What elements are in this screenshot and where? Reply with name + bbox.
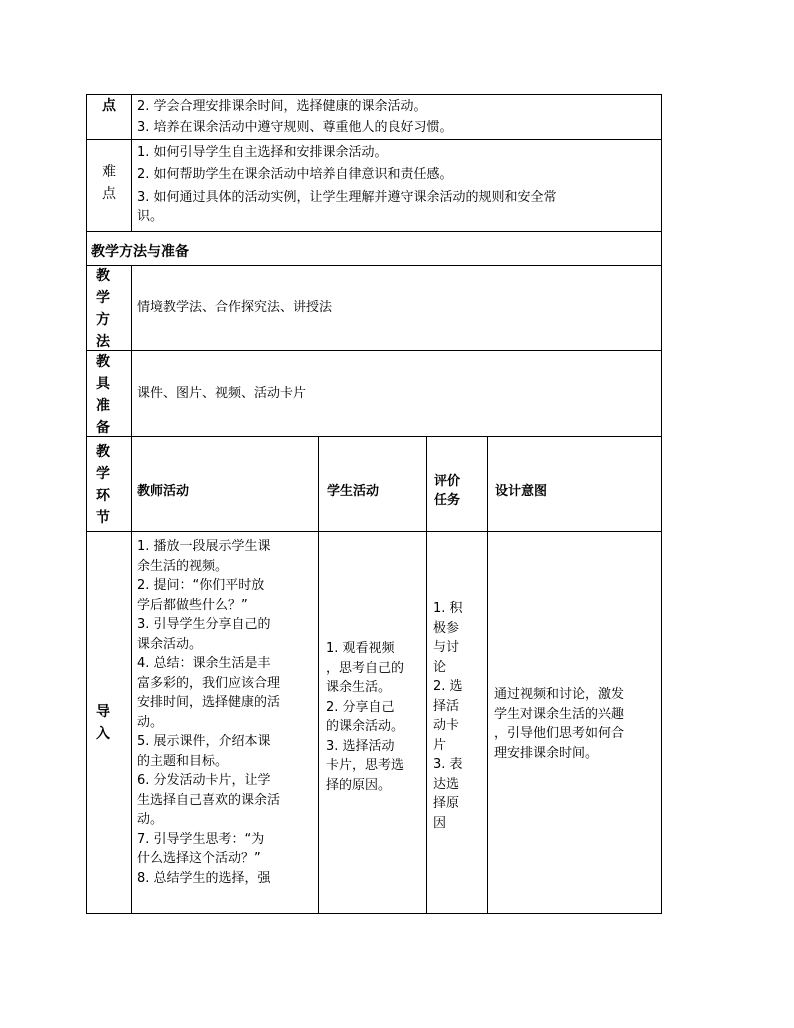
row-divider — [86, 531, 662, 532]
student-activity: 1. 观看视频 ，思考自己的 课余生活。 2. 分享自己 的课余活动。 3. 选择活动 卡片，思考选 择的原因。 — [326, 641, 405, 793]
zhongdian-line-2: 2. 学会合理安排课余时间，选择健康的课余活动。 — [137, 99, 427, 114]
methods-section-title: 教学方法与准备 — [91, 244, 189, 260]
zhongdian-line-3: 3. 培养在课余活动中遵守规则、尊重他人的良好习惯。 — [137, 120, 453, 135]
column-divider — [131, 94, 132, 231]
zhongdian-label: 点 — [102, 98, 116, 114]
row-divider — [86, 139, 662, 140]
column-divider — [426, 436, 427, 914]
column-divider — [131, 265, 132, 914]
column-divider — [318, 436, 319, 914]
row-divider — [86, 231, 662, 232]
header-intent: 设计意图 — [495, 484, 548, 499]
method-text: 情境教学法、合作探究法、讲授法 — [137, 300, 333, 315]
evaluation-task: 1. 积 极参 与讨 论 2. 选 择活 动卡 片 3. 表 达选 择原 因 — [433, 601, 463, 831]
header-evaluation: 评价 任务 — [434, 474, 461, 508]
nandian-line-2: 2. 如何帮助学生在课余活动中培养自律意识和责任感。 — [137, 167, 453, 182]
tools-text: 课件、图片、视频、活动卡片 — [137, 386, 307, 401]
teacher-activity: 1. 播放一段展示学生课 余生活的视频。 2. 提问：“你们平时放 学后都做些什么？” 3. 引导学生分享自己的 课余活动。 4. 总结：课余生活是丰 富多彩的，我们应该合理 安排时间，选择健康的活 动。 5. 展示课件，介绍本课 的主题和目标。 6. 分发活动卡片，让学 生选择自己喜欢的课余活 动。 7. 引导学生思考：“为 什么选择这个活动？” 8. 总结学生的选择，强 — [137, 539, 281, 886]
row-divider — [86, 436, 662, 437]
nandian-line-3: 3. 如何通过具体的活动实例，让学生理解并遵守课余活动的规则和安全常 识。 — [137, 190, 557, 224]
column-divider — [487, 436, 488, 914]
header-stage: 教 学 环 节 — [96, 444, 110, 526]
nandian-label: 难 点 — [102, 164, 116, 202]
tools-label: 教 具 准 备 — [96, 354, 110, 436]
header-student: 学生活动 — [327, 484, 380, 499]
design-intent: 通过视频和讨论，激发 学生对课余生活的兴趣 ，引导他们思考如何合 理安排课余时间。 — [494, 687, 625, 761]
nandian-line-1: 1. 如何引导学生自主选择和安排课余活动。 — [137, 145, 388, 160]
row-divider — [86, 265, 662, 266]
row-divider — [86, 350, 662, 351]
stage-intro: 导 入 — [96, 704, 110, 742]
header-teacher: 教师活动 — [137, 484, 190, 499]
method-label: 教 学 方 法 — [96, 268, 110, 350]
